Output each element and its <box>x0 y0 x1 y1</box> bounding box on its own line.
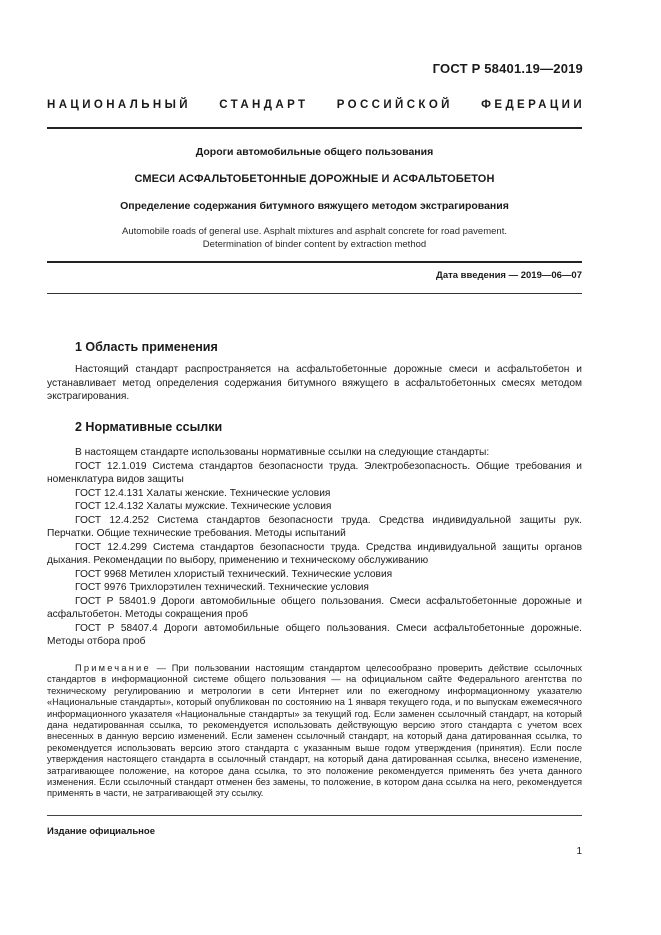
reference-item: ГОСТ 12.4.299 Система стандартов безопасности труда. Средства индивидуальной защиты органов дыхания. Рекомендации по выбору, применению и техническому обслуживанию <box>47 541 582 566</box>
date-divider <box>47 293 582 294</box>
reference-item: ГОСТ 12.4.131 Халаты женские. Технические условия <box>75 487 331 499</box>
effective-date: Дата введения — 2019—06—07 <box>436 270 582 281</box>
title-line-2: СМЕСИ АСФАЛЬТОБЕТОННЫЕ ДОРОЖНЫЕ И АСФАЛЬТОБЕТОН <box>134 173 495 185</box>
english-title <box>47 226 582 251</box>
document-number: ГОСТ Р 58401.19—2019 <box>432 61 583 76</box>
title-line-1: Дороги автомобильные общего пользования <box>195 146 434 158</box>
footer-divider <box>47 815 582 816</box>
page-number: 1 <box>576 846 582 857</box>
reference-item: ГОСТ 12.4.252 Система стандартов безопасности труда. Средства индивидуальной защиты рук. Перчатки. Общие технические требования. Методы испытаний <box>47 514 582 539</box>
section-2-heading: 2 Нормативные ссылки <box>75 420 223 434</box>
section-2-intro: В настоящем стандарте использованы нормативные ссылки на следующие стандарты: <box>75 447 490 458</box>
note-block <box>47 663 582 800</box>
section-1-paragraph: Настоящий стандарт распространяется на асфальтобетонные дорожные смеси и асфальтобетон и устанавливает метод определения содержания битумного вяжущего в асфальтобетонных смесях методом экстрагирования. <box>47 364 582 402</box>
reference-item: ГОСТ Р 58407.4 Дороги автомобильные общего пользования. Смеси асфальтобетонные дорожные. Методы отбора проб <box>47 622 582 647</box>
note-label: Примечание <box>75 663 151 673</box>
reference-item: ГОСТ 9968 Метилен хлористый технический. Технические условия <box>75 568 393 580</box>
note-text: — При пользовании настоящим стандартом целесообразно проверить действие ссылочных стандартов в информационной системе общего пользования — на официальном сайте Федерального агентства по техническому регулированию и метрологии в сети Интернет или по ежегодному информационному указателю «Национальные стандарты», который опубликован по состоянию на 1 января текущего года, и по выпускам ежемесячного информационного указателя «Национальные стандарты» за текущий год. Если заменен ссылочный стандарт, на который дана недатированная ссылка, то рекомендуется использовать действующую версию этого стандарта с учетом всех внесенных в данную версию изменений. Если заменен ссылочный стандарт, на который дана датированная ссылка, то рекомендуется использовать версию этого стандарта с указанным выше годом утверждения (принятия). Если после утверждения настоящего стандарта в ссылочный стандарт, на который дана датированная ссылка, внесено изменение, затрагивающее положение, на которое дана ссылка, то это положение рекомендуется применять без учета данного изменения. Если ссылочный стандарт отменен без замены, то положение, в котором дана ссылка на него, рекомендуется применять в части, не затрагивающей эту ссылку. <box>47 663 582 799</box>
english-title-line-1: Automobile roads of general use. Asphalt mixtures and asphalt concrete for road pavement. <box>122 226 507 237</box>
middle-divider <box>47 261 582 263</box>
reference-item: ГОСТ 12.1.019 Система стандартов безопасности труда. Электробезопасность. Общие требования и номенклатура видов защиты <box>47 460 582 485</box>
reference-item: ГОСТ 12.4.132 Халаты мужские. Технические условия <box>75 501 332 512</box>
title-line-3: Определение содержания битумного вяжущего методом экстрагирования <box>120 200 509 212</box>
note-paragraph <box>47 663 582 800</box>
reference-item: ГОСТ Р 58401.9 Дороги автомобильные общего пользования. Смеси асфальтобетонные дорожные и асфальтобетон. Методы сокращения проб <box>47 595 582 620</box>
top-divider <box>47 127 582 129</box>
official-edition-label: Издание официальное <box>47 826 155 837</box>
section-1-body <box>47 363 582 404</box>
english-title-line-2: Determination of binder content by extraction method <box>202 238 427 250</box>
reference-item: ГОСТ 9976 Трихлорэтилен технический. Технические условия <box>75 582 369 593</box>
section-2-body <box>47 446 582 649</box>
section-1-heading: 1 Область применения <box>75 340 218 354</box>
national-standard-title: НАЦИОНАЛЬНЫЙ СТАНДАРТ РОССИЙСКОЙ ФЕДЕРАЦИИ <box>47 99 585 111</box>
